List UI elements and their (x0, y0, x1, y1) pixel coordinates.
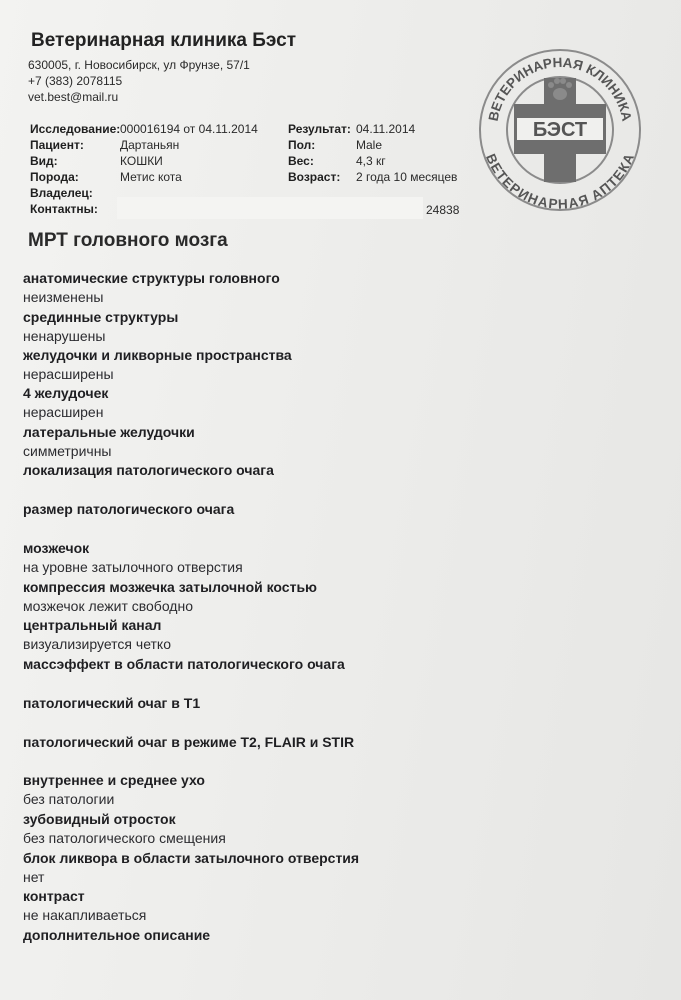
report-title: МРТ головного мозга (28, 230, 228, 251)
study-value: 000016194 от 04.11.2014 (120, 122, 258, 136)
clinic-email: vet.best@mail.ru (28, 90, 119, 104)
sex-value: Male (356, 138, 383, 152)
section-value: визуализируется четко (23, 636, 171, 652)
owner-label: Владелец: (30, 186, 93, 200)
redacted-contact-area (117, 197, 423, 219)
section-value: нет (23, 869, 45, 885)
result-label: Результат: (288, 122, 351, 136)
section-value: не накапливаеться (23, 907, 147, 923)
section-heading: массэффект в области патологического очага (23, 656, 345, 672)
section-value: симметричны (23, 443, 112, 459)
clinic-address: 630005, г. Новосибирск, ул Фрунзе, 57/1 (28, 58, 250, 72)
section-heading: дополнительное описание (23, 927, 211, 943)
section-value: ненарушены (23, 328, 106, 344)
section-value: без патологического смещения (23, 830, 226, 846)
section-heading: локализация патологического очага (23, 462, 274, 478)
age-label: Возраст: (288, 170, 341, 184)
section-heading: размер патологического очага (23, 501, 235, 517)
section-value: неизменены (23, 289, 104, 305)
section-heading: 4 желудочек (23, 385, 109, 401)
sex-label: Пол: (288, 138, 316, 152)
section-heading: центральный канал (23, 617, 162, 633)
study-label: Исследование: (30, 122, 121, 136)
section-heading: зубовидный отросток (23, 811, 176, 827)
contacts-label: Контактны: (30, 202, 98, 216)
section-value: нерасширены (23, 366, 114, 382)
section-heading: патологический очаг в Т1 (23, 695, 201, 711)
section-value: на уровне затылочного отверстия (23, 559, 243, 575)
age-value: 2 года 10 месяцев (356, 170, 458, 184)
section-heading: контраст (23, 888, 85, 904)
stamp-ring-top: ВЕТЕРИНАРНАЯ КЛИНИКА (485, 54, 635, 123)
stamp-ring-bottom: ВЕТЕРИНАРНАЯ АПТЕКА (482, 151, 638, 212)
species-label: Вид: (30, 154, 58, 168)
stamp-center-text: БЭСТ (532, 119, 588, 141)
section-heading: внутреннее и среднее ухо (23, 772, 205, 788)
section-heading: срединные структуры (23, 309, 179, 325)
section-heading: патологический очаг в режиме Т2, FLAIR и STIR (23, 734, 355, 750)
patient-label: Пациент: (30, 138, 84, 152)
contacts-value: 24838 (426, 203, 460, 217)
section-value: мозжечок лежит свободно (23, 598, 193, 614)
section-heading: желудочки и ликворные пространства (23, 347, 292, 363)
clinic-phone: +7 (383) 2078115 (28, 74, 123, 88)
section-heading: блок ликвора в области затылочного отверстия (23, 850, 360, 866)
species-value: КОШКИ (120, 154, 163, 168)
weight-label: Вес: (288, 154, 314, 168)
result-value: 04.11.2014 (356, 122, 416, 136)
section-value: нерасширен (23, 404, 104, 420)
patient-value: Дартаньян (120, 138, 180, 152)
section-heading: анатомические структуры головного (23, 270, 280, 286)
section-heading: мозжечок (23, 540, 90, 556)
breed-value: Метис кота (120, 170, 182, 184)
weight-value: 4,3 кг (356, 154, 386, 168)
clinic-name: Ветеринарная клиника Бэст (31, 30, 297, 51)
section-heading: компрессия мозжечка затылочной костью (23, 579, 318, 595)
clinic-stamp-logo (478, 48, 642, 212)
breed-label: Порода: (30, 170, 79, 184)
section-value: без патологии (23, 791, 115, 807)
section-heading: латеральные желудочки (23, 424, 195, 440)
